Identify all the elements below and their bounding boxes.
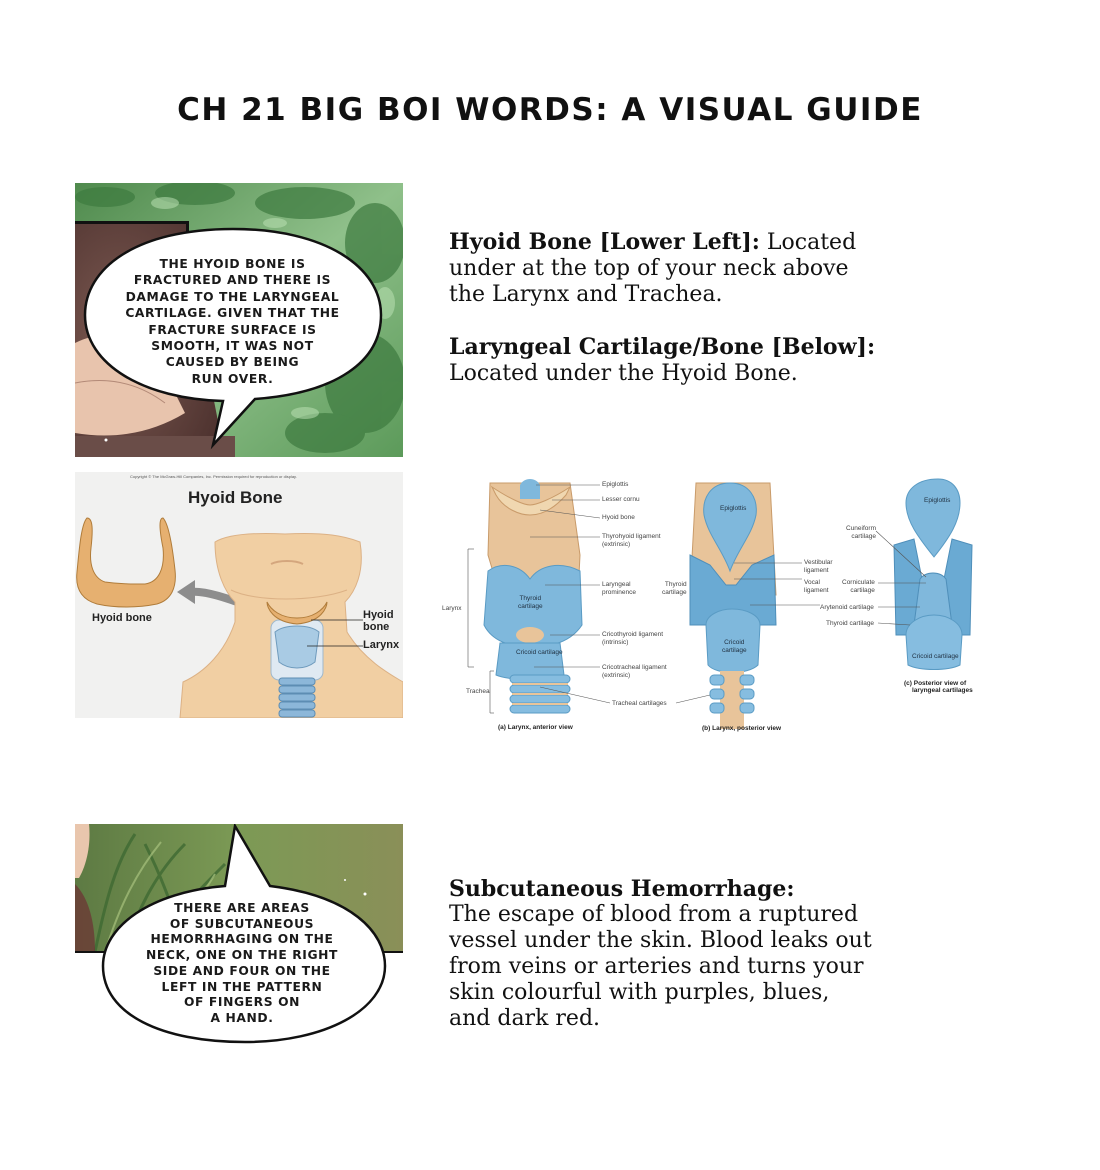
definition-text: the Larynx and Trachea. xyxy=(449,282,723,307)
label-epiglottis-b: Epiglottis xyxy=(720,505,747,512)
label-hyoid-bone-a: Hyoid bone xyxy=(602,514,635,521)
caption-posterior-view: (b) Larynx, posterior view xyxy=(702,725,782,732)
label-corniculate-cartilage xyxy=(842,579,875,594)
definition-text: The escape of blood from a ruptured xyxy=(449,902,859,927)
speech-bubble-text xyxy=(105,256,360,387)
label-cricoid-cartilage-a: Cricoid cartilage xyxy=(516,649,563,656)
term-hyoid-bone: Hyoid Bone [Lower Left]: xyxy=(449,229,760,255)
bubble-line: SMOOTH, IT WAS NOT xyxy=(151,339,314,354)
bubble-line: THE HYOID BONE IS xyxy=(159,257,306,271)
label-thyroid-cartilage-c: Thyroid cartilage xyxy=(826,620,875,627)
definition-laryngeal xyxy=(449,334,909,387)
label-line: (intrinsic) xyxy=(602,638,629,646)
label-line: Laryngeal xyxy=(602,581,631,588)
label-line: cartilage xyxy=(662,588,687,596)
label-lesser-cornu: Lesser cornu xyxy=(602,496,640,503)
label-line: prominence xyxy=(602,588,636,596)
bubble-line: LEFT IN THE PATTERN xyxy=(161,979,323,994)
term-subcutaneous-hemorrhage: Subcutaneous Hemorrhage: xyxy=(449,876,795,902)
bubble-line: FRACTURED AND THERE IS xyxy=(133,273,332,288)
label-line: Cricothyroid ligament xyxy=(602,631,664,638)
label-cricoid-cartilage-c: Cricoid cartilage xyxy=(912,653,959,660)
page-title: CH 21 BIG BOI WORDS: A VISUAL GUIDE xyxy=(177,92,923,128)
definition-text: Located xyxy=(766,230,857,255)
bubble-line: CAUSED BY BEING xyxy=(165,355,300,370)
figure-heading: Hyoid Bone xyxy=(188,488,283,507)
label-thyroid-cartilage-b xyxy=(662,581,687,596)
label-cricoid-cartilage-b xyxy=(722,639,747,654)
label-arytenoid-cartilage: Arytenoid cartilage xyxy=(820,604,874,611)
bubble-line: A HAND. xyxy=(210,1010,274,1025)
term-laryngeal-cartilage: Laryngeal Cartilage/Bone [Below]: xyxy=(449,334,876,360)
caption-cartilages-view xyxy=(904,680,973,694)
label-cricothyroid-ligament xyxy=(602,631,663,646)
definition-text: Located under the Hyoid Bone. xyxy=(449,361,798,386)
label-line: Hyoid xyxy=(363,609,394,621)
label-hyoid-bone-left: Hyoid bone xyxy=(92,612,152,624)
larynx-anatomy-diagram xyxy=(440,475,1000,737)
label-line: Thyrohyoid ligament xyxy=(602,533,661,540)
label-line: ligament xyxy=(804,586,829,594)
definition-hyoid xyxy=(449,229,909,308)
definition-text: skin colourful with purples, blues, xyxy=(449,980,830,1005)
label-line: ligament xyxy=(804,566,829,574)
label-line: cartilage xyxy=(722,646,747,654)
label-line: Thyroid xyxy=(664,581,687,588)
bubble-line: OF SUBCUTANEOUS xyxy=(169,916,315,931)
definition-text: vessel under the skin. Blood leaks out xyxy=(449,928,872,953)
copyright-notice: Copyright © The McGraw-Hill Companies, Inc. Permission required for reproduction or display. xyxy=(130,474,297,479)
hyoid-illustration xyxy=(75,472,403,718)
label-line: bone xyxy=(363,621,390,633)
bubble-line: OF FINGERS ON xyxy=(183,995,301,1010)
definition-text: and dark red. xyxy=(449,1006,601,1031)
bubble-line: FRACTURE SURFACE IS xyxy=(148,322,317,337)
hyoid-bone-diagram xyxy=(75,472,403,718)
bubble-line: SIDE AND FOUR ON THE xyxy=(153,963,331,978)
label-line: Cricotracheal ligament xyxy=(602,664,667,671)
label-epiglottis-a: Epiglottis xyxy=(602,481,629,488)
posterior-view xyxy=(676,483,820,729)
label-line: Cuneiform xyxy=(846,525,876,532)
label-line: Cricoid xyxy=(724,639,745,646)
label-epiglottis-c: Epiglottis xyxy=(924,497,951,504)
label-laryngeal-prominence xyxy=(602,581,636,596)
label-larynx: Larynx xyxy=(363,639,400,651)
definition-text: from veins or arteries and turns your xyxy=(449,954,864,979)
label-line: (extrinsic) xyxy=(602,540,631,548)
caption-anterior-view: (a) Larynx, anterior view xyxy=(498,724,573,731)
comic-panel-hemorrhage xyxy=(75,824,403,1048)
label-line: Thyroid xyxy=(519,595,542,602)
speech-bubble-text xyxy=(117,901,367,1027)
label-line: laryngeal cartilages xyxy=(912,687,973,694)
comic-panel-hyoid xyxy=(75,183,403,457)
label-line: Vestibular xyxy=(804,559,833,566)
bubble-line: RUN OVER. xyxy=(191,371,274,386)
label-cricotracheal-ligament xyxy=(602,664,667,679)
label-cuneiform-cartilage xyxy=(846,525,876,540)
label-line: (extrinsic) xyxy=(602,671,631,679)
label-larynx-bracket: Larynx xyxy=(442,605,462,612)
label-line: cartilage xyxy=(850,586,875,594)
bubble-line: NECK, ONE ON THE RIGHT xyxy=(145,948,339,963)
label-thyroid-cartilage-a xyxy=(518,595,543,610)
label-thyrohyoid-ligament xyxy=(602,533,661,548)
bubble-line: THERE ARE AREAS xyxy=(174,901,310,915)
definition-text: under at the top of your neck above xyxy=(449,256,849,281)
definition-block-hemorrhage xyxy=(449,876,919,1032)
definition-block-hyoid-larynx xyxy=(449,229,909,387)
label-line: cartilage xyxy=(851,532,876,540)
label-line: (c) Posterior view of xyxy=(904,680,967,687)
bubble-line: HEMORRHAGING ON THE xyxy=(150,932,334,947)
bubble-line: DAMAGE TO THE LARYNGEAL xyxy=(125,289,340,304)
label-line: Corniculate xyxy=(842,579,875,586)
label-line: cartilage xyxy=(518,602,543,610)
bubble-line: CARTILAGE. GIVEN THAT THE xyxy=(125,306,340,321)
label-line: Vocal xyxy=(804,579,820,586)
label-trachea-bracket: Trachea xyxy=(466,688,490,695)
cartilages-view xyxy=(876,479,972,670)
label-hyoid-bone-right xyxy=(363,609,394,633)
label-vocal-ligament xyxy=(804,579,829,594)
label-tracheal-cartilages: Tracheal cartilages xyxy=(612,700,667,707)
label-vestibular-ligament xyxy=(804,559,833,574)
